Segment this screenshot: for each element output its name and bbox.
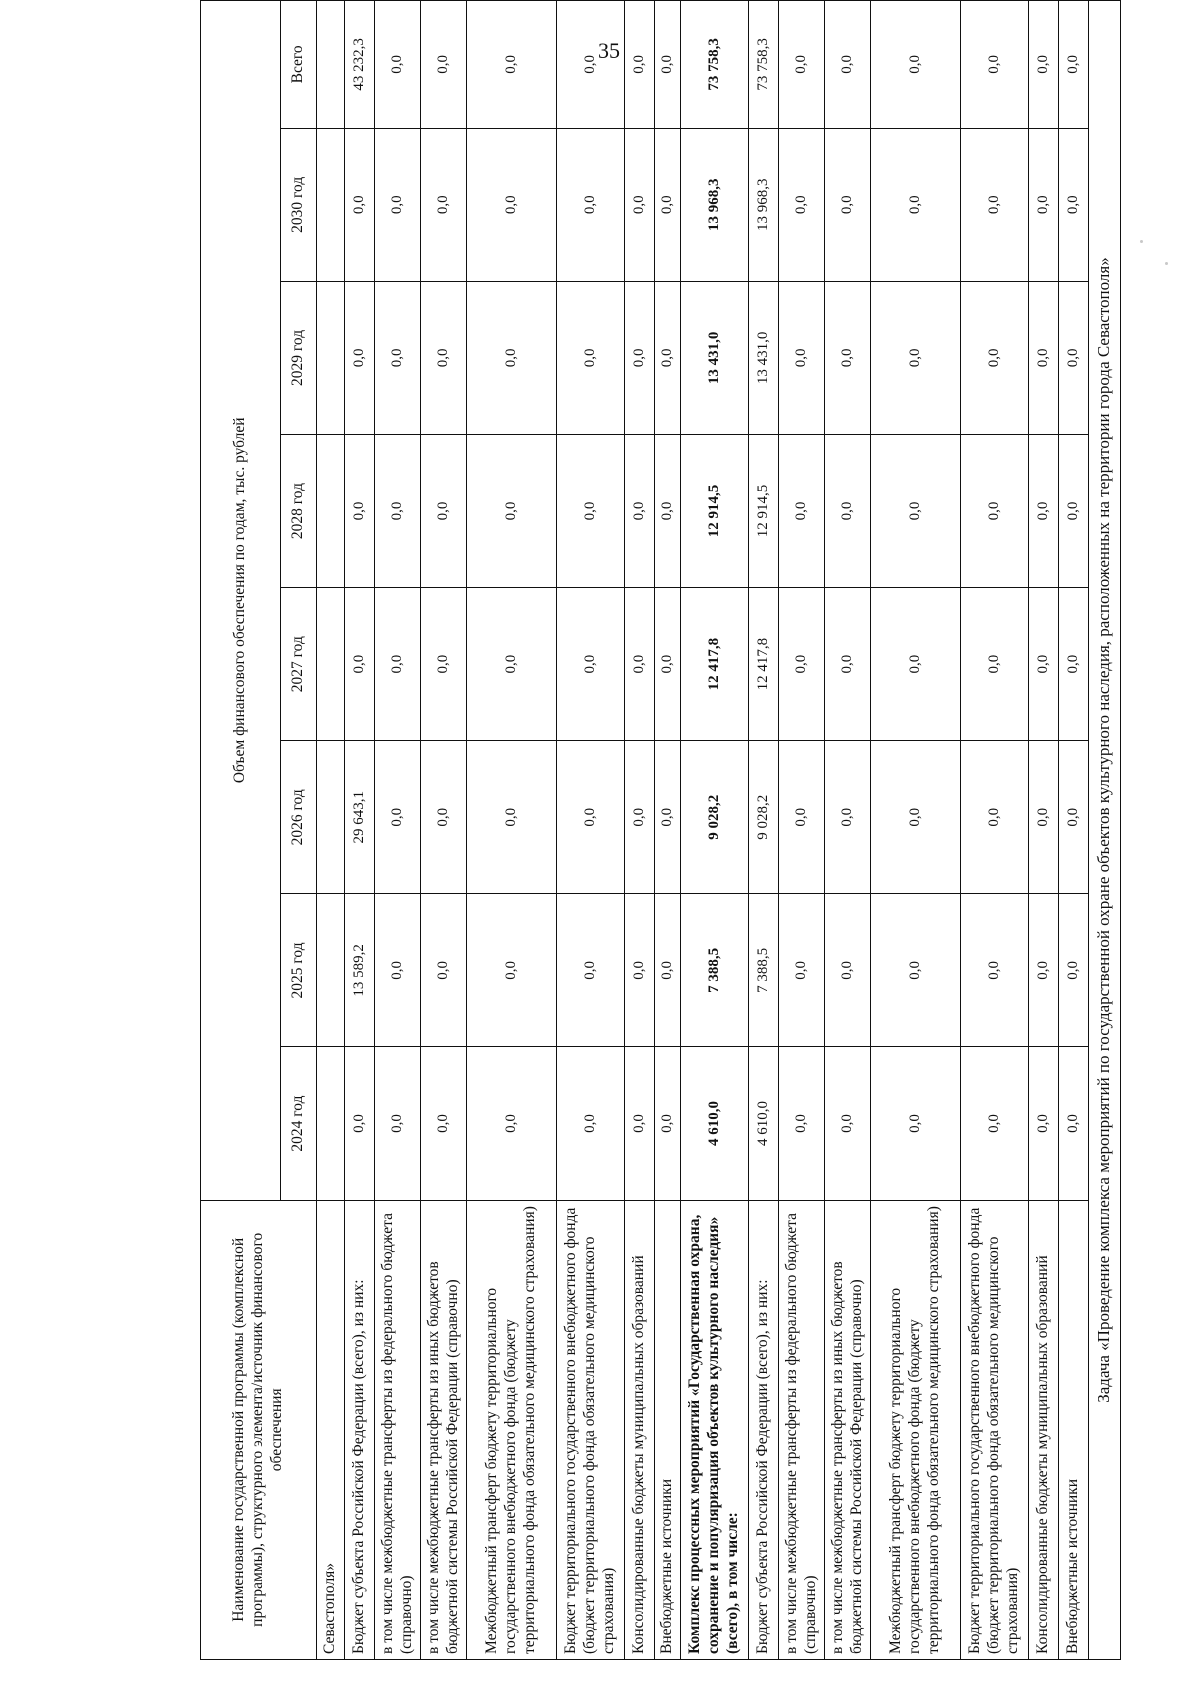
row-value-cell: 0,0 — [625, 1047, 655, 1200]
row-value-cell: 0,0 — [345, 128, 375, 281]
row-value-cell: 0,0 — [421, 434, 467, 587]
row-value-cell: 0,0 — [825, 281, 871, 434]
row-value-cell: 0,0 — [557, 588, 625, 741]
row-label: Севастополя» — [317, 1200, 345, 1659]
row-value-cell: 0,0 — [871, 1047, 961, 1200]
row-value-cell: 0,0 — [557, 128, 625, 281]
row-value-cell: 0,0 — [1029, 1047, 1059, 1200]
row-label: Комплекс процессных мероприятий «Государственная охрана, сохранение и популяризация объектов культурного наследия» (всего), в том числе: — [681, 1200, 749, 1659]
row-value-cell: 0,0 — [345, 1047, 375, 1200]
row-value-cell — [317, 741, 345, 894]
table-row — [317, 1, 345, 1660]
row-value-cell: 0,0 — [961, 128, 1029, 281]
row-value-cell: 0,0 — [467, 281, 557, 434]
header-year: 2026 год — [281, 741, 317, 894]
row-value-cell: 0,0 — [625, 894, 655, 1047]
row-value-cell: 0,0 — [1029, 434, 1059, 587]
row-value-cell: 0,0 — [1029, 128, 1059, 281]
row-total-cell: 0,0 — [467, 1, 557, 129]
row-label: Бюджет субъекта Российской Федерации (всего), из них: — [345, 1200, 375, 1659]
row-value-cell: 0,0 — [375, 434, 421, 587]
table-row — [1029, 1, 1059, 1660]
row-value-cell: 0,0 — [655, 894, 681, 1047]
task-text: Задача «Проведение комплекса мероприятий по государственной охране объектов культурного наследия, расположенных на территории города Севастополя» — [1089, 1, 1121, 1660]
header-year: 2025 год — [281, 894, 317, 1047]
row-value-cell: 0,0 — [1029, 894, 1059, 1047]
row-value-cell: 0,0 — [467, 588, 557, 741]
row-value-cell: 0,0 — [375, 1047, 421, 1200]
row-value-cell: 0,0 — [557, 434, 625, 587]
row-value-cell: 0,0 — [779, 741, 825, 894]
row-value-cell: 0,0 — [779, 894, 825, 1047]
table-row — [825, 1, 871, 1660]
row-label: Бюджет территориального государственного внебюджетного фонда (бюджет территориального фонда обязательного медицинского страхования) — [961, 1200, 1029, 1659]
table-row — [961, 1, 1029, 1660]
header-funding-group: Объем финансового обеспечения по годам, тыс. рублей — [201, 1, 281, 1201]
row-value-cell: 0,0 — [625, 741, 655, 894]
row-value-cell — [317, 281, 345, 434]
header-year: 2030 год — [281, 128, 317, 281]
row-value-cell: 9 028,2 — [749, 741, 779, 894]
row-value-cell: 0,0 — [961, 434, 1029, 587]
row-value-cell: 0,0 — [467, 128, 557, 281]
row-value-cell: 0,0 — [625, 588, 655, 741]
table-row — [467, 1, 557, 1660]
row-value-cell: 0,0 — [467, 894, 557, 1047]
row-value-cell: 0,0 — [557, 894, 625, 1047]
row-value-cell: 12 417,8 — [749, 588, 779, 741]
page-number: 35 — [598, 38, 620, 63]
row-value-cell: 0,0 — [871, 281, 961, 434]
row-value-cell: 0,0 — [825, 128, 871, 281]
row-value-cell: 12 914,5 — [681, 434, 749, 587]
row-label: в том числе межбюджетные трансферты из иных бюджетов бюджетной системы Российской Федерации (справочно) — [421, 1200, 467, 1659]
row-value-cell: 7 388,5 — [749, 894, 779, 1047]
row-value-cell: 0,0 — [779, 1047, 825, 1200]
row-value-cell: 0,0 — [1059, 1047, 1089, 1200]
row-value-cell: 13 968,3 — [681, 128, 749, 281]
rotated-table-sheet — [200, 0, 1145, 1660]
row-total-cell: 0,0 — [1059, 1, 1089, 129]
row-value-cell: 0,0 — [655, 588, 681, 741]
row-label: Бюджет территориального государственного внебюджетного фонда (бюджет территориального фонда обязательного медицинского страхования) — [557, 1200, 625, 1659]
row-label: Межбюджетный трансферт бюджету территориального государственного внебюджетного фонда (бюджету территориального фонда обязательного медицинского страхования) — [871, 1200, 961, 1659]
header-name-column: Наименование государственной программы (комплексной программы), структурного элемента/источник финансового обеспечения — [201, 1200, 317, 1659]
financing-table — [200, 0, 1121, 1660]
row-total-cell: 0,0 — [655, 1, 681, 129]
table-row — [345, 1, 375, 1660]
table-body — [317, 1, 1089, 1660]
row-value-cell: 0,0 — [1029, 588, 1059, 741]
row-value-cell: 0,0 — [961, 281, 1029, 434]
header-year: 2024 год — [281, 1047, 317, 1200]
task-row — [1089, 1, 1121, 1660]
row-value-cell: 0,0 — [825, 741, 871, 894]
row-value-cell: 0,0 — [421, 588, 467, 741]
row-value-cell: 0,0 — [825, 434, 871, 587]
row-value-cell: 0,0 — [779, 434, 825, 587]
row-total-cell: 0,0 — [871, 1, 961, 129]
row-value-cell: 0,0 — [1029, 741, 1059, 894]
row-value-cell: 0,0 — [345, 434, 375, 587]
row-value-cell: 0,0 — [961, 588, 1029, 741]
row-value-cell: 0,0 — [557, 281, 625, 434]
row-value-cell: 29 643,1 — [345, 741, 375, 894]
table-row — [779, 1, 825, 1660]
row-value-cell: 0,0 — [655, 128, 681, 281]
row-value-cell: 0,0 — [375, 741, 421, 894]
row-value-cell: 0,0 — [345, 281, 375, 434]
row-label: Консолидированные бюджеты муниципальных образований — [625, 1200, 655, 1659]
row-value-cell: 0,0 — [467, 741, 557, 894]
row-value-cell: 12 914,5 — [749, 434, 779, 587]
row-value-cell: 0,0 — [1059, 434, 1089, 587]
scan-speck — [1165, 262, 1168, 265]
row-value-cell: 13 431,0 — [749, 281, 779, 434]
row-value-cell — [317, 434, 345, 587]
row-value-cell: 0,0 — [421, 1047, 467, 1200]
row-value-cell: 0,0 — [375, 588, 421, 741]
row-value-cell: 13 431,0 — [681, 281, 749, 434]
row-value-cell: 0,0 — [1059, 588, 1089, 741]
row-value-cell: 0,0 — [467, 1047, 557, 1200]
row-value-cell: 0,0 — [557, 741, 625, 894]
row-value-cell: 0,0 — [345, 588, 375, 741]
row-value-cell: 0,0 — [655, 281, 681, 434]
table-row — [421, 1, 467, 1660]
row-value-cell: 0,0 — [625, 434, 655, 587]
row-value-cell: 0,0 — [779, 128, 825, 281]
row-total-cell: 0,0 — [961, 1, 1029, 129]
row-label: Межбюджетный трансферт бюджету территориального государственного внебюджетного фонда (бюджету территориального фонда обязательного медицинского страхования) — [467, 1200, 557, 1659]
table-row — [655, 1, 681, 1660]
row-total-cell: 73 758,3 — [681, 1, 749, 129]
row-value-cell: 0,0 — [655, 1047, 681, 1200]
row-value-cell: 0,0 — [779, 588, 825, 741]
row-value-cell: 0,0 — [779, 281, 825, 434]
row-value-cell: 0,0 — [825, 1047, 871, 1200]
row-label: Консолидированные бюджеты муниципальных образований — [1029, 1200, 1059, 1659]
row-value-cell: 13 968,3 — [749, 128, 779, 281]
row-value-cell: 0,0 — [375, 894, 421, 1047]
row-value-cell: 0,0 — [421, 741, 467, 894]
row-label: Внебюджетные источники — [1059, 1200, 1089, 1659]
row-value-cell: 0,0 — [625, 128, 655, 281]
row-value-cell: 0,0 — [825, 894, 871, 1047]
row-value-cell: 4 610,0 — [681, 1047, 749, 1200]
row-value-cell: 9 028,2 — [681, 741, 749, 894]
row-value-cell: 0,0 — [1059, 894, 1089, 1047]
header-year: 2028 год — [281, 434, 317, 587]
row-value-cell: 0,0 — [961, 1047, 1029, 1200]
header-row-group — [201, 1, 281, 1660]
row-value-cell: 4 610,0 — [749, 1047, 779, 1200]
row-total-cell: 0,0 — [375, 1, 421, 129]
row-value-cell: 0,0 — [421, 894, 467, 1047]
row-total-cell: 73 758,3 — [749, 1, 779, 129]
row-value-cell — [317, 894, 345, 1047]
row-value-cell: 0,0 — [1059, 281, 1089, 434]
header-year: 2029 год — [281, 281, 317, 434]
header-total: Всего — [281, 1, 317, 129]
row-label: Внебюджетные источники — [655, 1200, 681, 1659]
row-value-cell — [317, 588, 345, 741]
table-row — [625, 1, 655, 1660]
row-value-cell: 0,0 — [871, 588, 961, 741]
row-value-cell: 0,0 — [655, 434, 681, 587]
row-value-cell: 0,0 — [871, 894, 961, 1047]
header-year: 2027 год — [281, 588, 317, 741]
row-value-cell: 0,0 — [961, 741, 1029, 894]
row-value-cell: 0,0 — [1059, 741, 1089, 894]
table-row — [749, 1, 779, 1660]
row-value-cell: 0,0 — [375, 128, 421, 281]
row-value-cell: 0,0 — [655, 741, 681, 894]
row-total-cell: 0,0 — [825, 1, 871, 129]
row-label: Бюджет субъекта Российской Федерации (всего), из них: — [749, 1200, 779, 1659]
row-value-cell: 0,0 — [871, 128, 961, 281]
row-value-cell: 0,0 — [871, 741, 961, 894]
row-value-cell: 0,0 — [557, 1047, 625, 1200]
row-total-cell: 0,0 — [421, 1, 467, 129]
row-value-cell: 0,0 — [375, 281, 421, 434]
row-total-cell: 0,0 — [625, 1, 655, 129]
row-value-cell: 0,0 — [825, 588, 871, 741]
table-row — [681, 1, 749, 1660]
row-value-cell: 0,0 — [421, 128, 467, 281]
row-value-cell: 0,0 — [1029, 281, 1059, 434]
row-value-cell: 0,0 — [871, 434, 961, 587]
row-value-cell — [317, 128, 345, 281]
row-value-cell: 0,0 — [421, 281, 467, 434]
row-label: в том числе межбюджетные трансферты из федерального бюджета (справочно) — [779, 1200, 825, 1659]
row-value-cell: 0,0 — [1059, 128, 1089, 281]
row-total-cell: 0,0 — [557, 1, 625, 129]
row-label: в том числе межбюджетные трансферты из иных бюджетов бюджетной системы Российской Федерации (справочно) — [825, 1200, 871, 1659]
row-value-cell: 7 388,5 — [681, 894, 749, 1047]
row-total-cell: 0,0 — [1029, 1, 1059, 129]
row-label: в том числе межбюджетные трансферты из федерального бюджета (справочно) — [375, 1200, 421, 1659]
row-value-cell — [317, 1047, 345, 1200]
row-value-cell: 0,0 — [467, 434, 557, 587]
table-row — [871, 1, 961, 1660]
table-row — [557, 1, 625, 1660]
row-value-cell: 0,0 — [625, 281, 655, 434]
row-total-cell: 43 232,3 — [345, 1, 375, 129]
table-row — [1059, 1, 1089, 1660]
row-value-cell: 12 417,8 — [681, 588, 749, 741]
row-value-cell: 13 589,2 — [345, 894, 375, 1047]
table-row — [375, 1, 421, 1660]
row-total-cell: 0,0 — [779, 1, 825, 129]
row-value-cell: 0,0 — [961, 894, 1029, 1047]
row-total-cell — [317, 1, 345, 129]
